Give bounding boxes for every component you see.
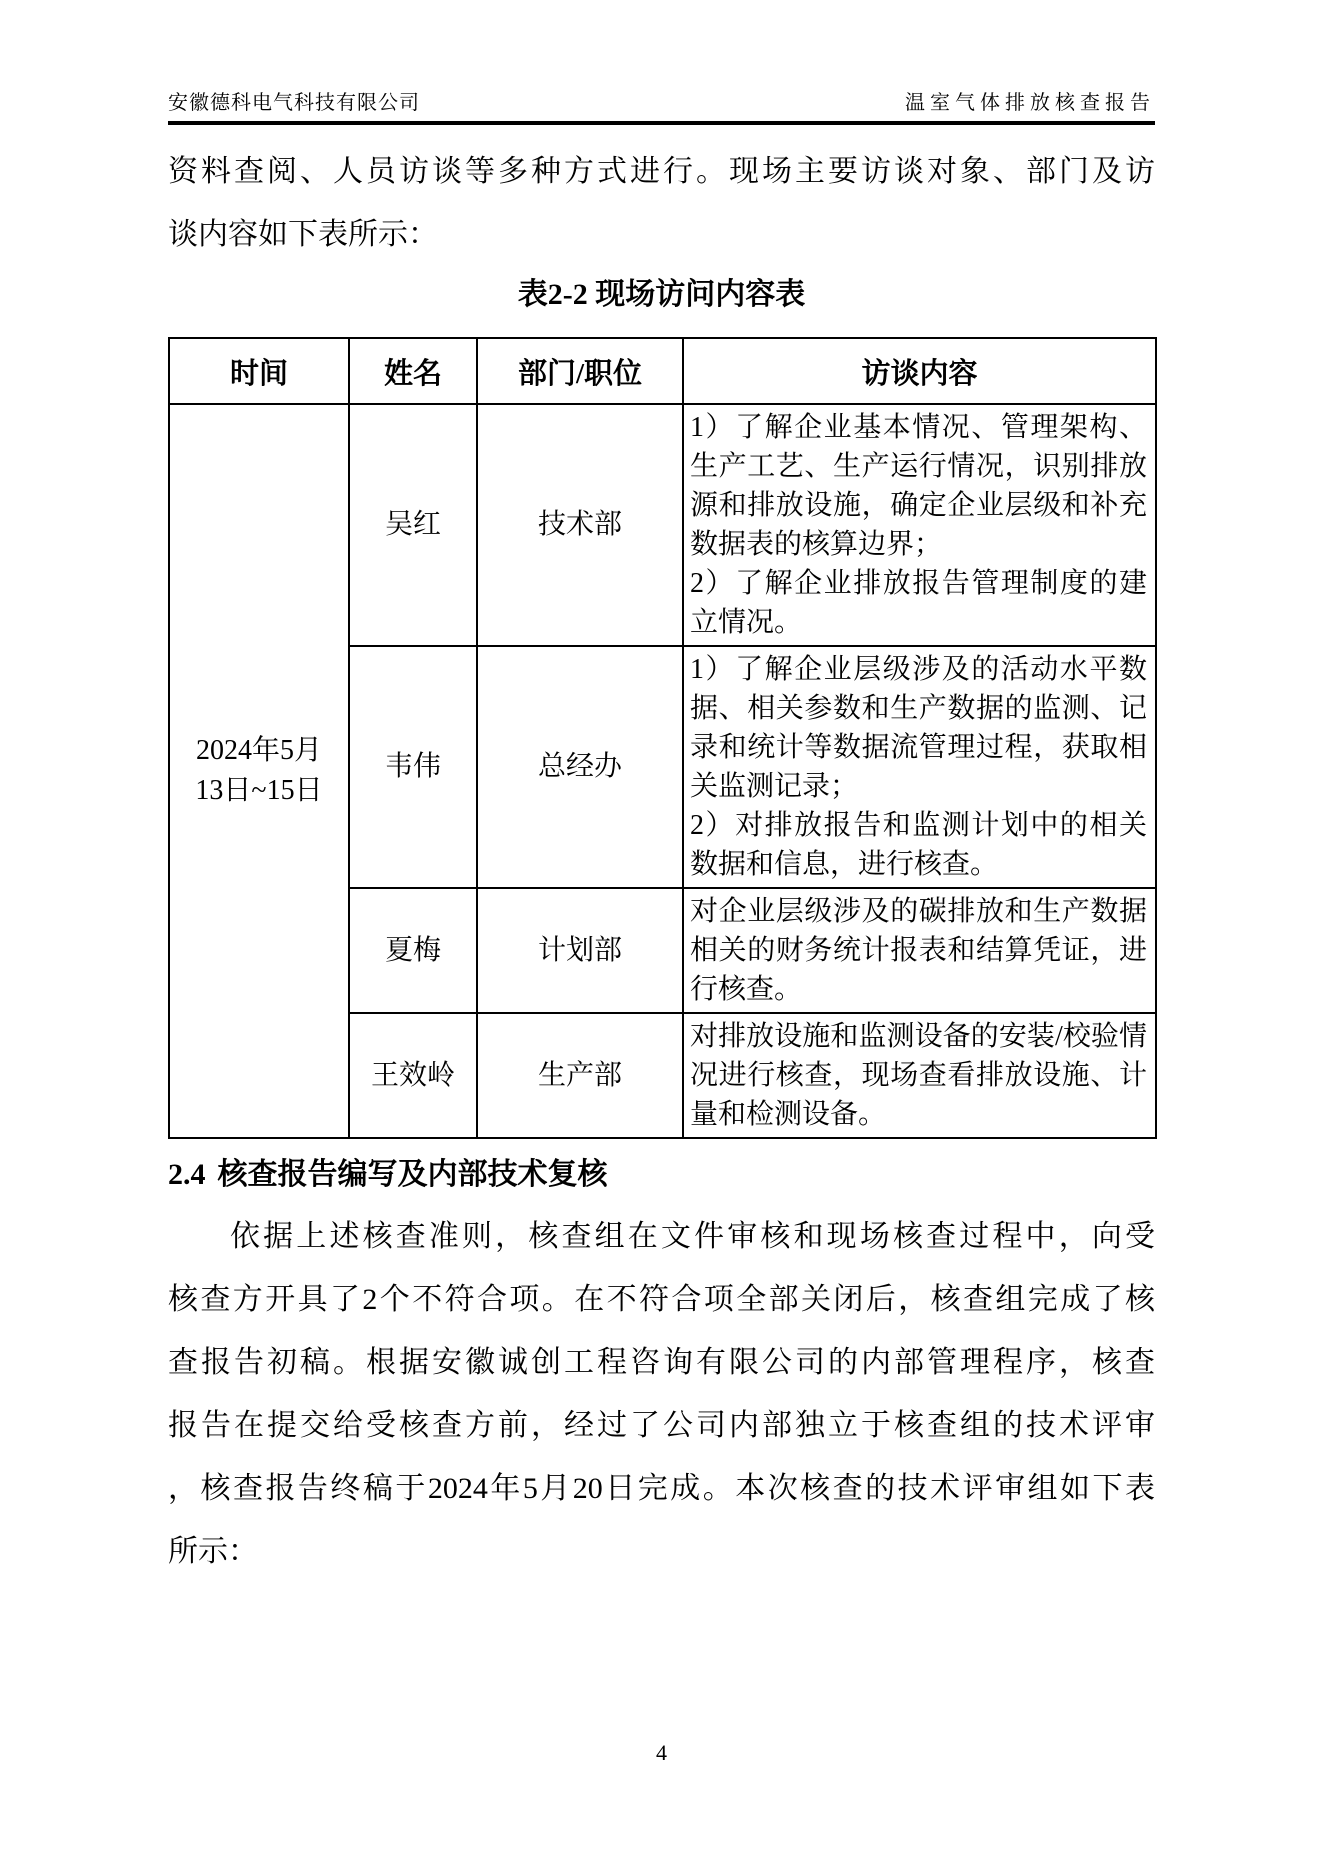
paragraph-line: 报告在提交给受核查方前，经过了公司内部独立于核查组的技术评审	[168, 1409, 1155, 1442]
column-header-interview-content: 访谈内容	[683, 338, 1156, 404]
section-heading	[168, 1153, 1155, 1197]
time-line: 13日~15日	[195, 775, 323, 806]
paragraph-line: 依据上述核查准则，核查组在文件审核和现场核查过程中，向受	[230, 1220, 1155, 1253]
paragraph-line: 核查方开具了2个不符合项。在不符合项全部关闭后，核查组完成了核	[168, 1283, 1155, 1316]
header-company-name: 安徽德科电气科技有限公司	[168, 92, 420, 114]
content-item: 对企业层级涉及的碳排放和生产数据相关的财务统计报表和结算凭证，进行核查。	[690, 896, 1147, 1005]
header-report-title: 温室气体排放核查报告	[905, 92, 1155, 114]
department-cell: 总经办	[477, 646, 683, 888]
department-cell: 技术部	[477, 404, 683, 646]
name-cell: 吴红	[349, 404, 477, 646]
content-item: 1）了解企业基本情况、管理架构、生产工艺、生产运行情况，识别排放源和排放设施，确定企业层级和补充数据表的核算边界；	[690, 412, 1147, 560]
name-cell: 王效岭	[349, 1013, 477, 1138]
interview-content-cell	[683, 1013, 1156, 1138]
paragraph-line: ，核查报告终稿于2024年5月20日完成。本次核查的技术评审组如下表	[168, 1472, 1155, 1505]
time-cell	[169, 404, 349, 1138]
column-header-time: 时间	[169, 338, 349, 404]
site-visit-table	[168, 337, 1157, 1139]
intro-line: 谈内容如下表所示：	[168, 218, 438, 251]
content-item: 1）了解企业层级涉及的活动水平数据、相关参数和生产数据的监测、记录和统计等数据流管理过程，获取相关监测记录；	[690, 654, 1147, 802]
paragraph-line: 所示：	[168, 1535, 258, 1568]
name-cell: 韦伟	[349, 646, 477, 888]
body-paragraph	[168, 1205, 1155, 1583]
section-title: 核查报告编写及内部技术复核	[217, 1158, 608, 1191]
table-caption: 表2-2 现场访问内容表	[517, 278, 806, 311]
table-header-row	[169, 338, 1156, 404]
time-line: 2024年5月	[195, 735, 322, 766]
header-rule	[168, 121, 1155, 125]
name-cell: 夏梅	[349, 888, 477, 1013]
intro-line: 资料查阅、人员访谈等多种方式进行。现场主要访谈对象、部门及访	[168, 155, 1155, 188]
department-cell: 生产部	[477, 1013, 683, 1138]
department-cell: 计划部	[477, 888, 683, 1013]
table-row	[169, 404, 1156, 646]
page-number: 4	[656, 1740, 667, 1765]
section-number: 2.4	[168, 1158, 206, 1191]
column-header-name: 姓名	[349, 338, 477, 404]
content-item: 对排放设施和监测设备的安装/校验情况进行核查，现场查看排放设施、计量和检测设备。	[690, 1021, 1147, 1130]
interview-content-cell	[683, 404, 1156, 646]
content-item: 2）对排放报告和监测计划中的相关数据和信息，进行核查。	[690, 810, 1147, 880]
paragraph-line: 查报告初稿。根据安徽诚创工程咨询有限公司的内部管理程序，核查	[168, 1346, 1155, 1379]
intro-paragraph	[168, 140, 1155, 266]
interview-content-cell	[683, 646, 1156, 888]
interview-content-cell	[683, 888, 1156, 1013]
page-header	[168, 0, 1155, 116]
column-header-department: 部门/职位	[477, 338, 683, 404]
content-item: 2）了解企业排放报告管理制度的建立情况。	[690, 568, 1147, 638]
